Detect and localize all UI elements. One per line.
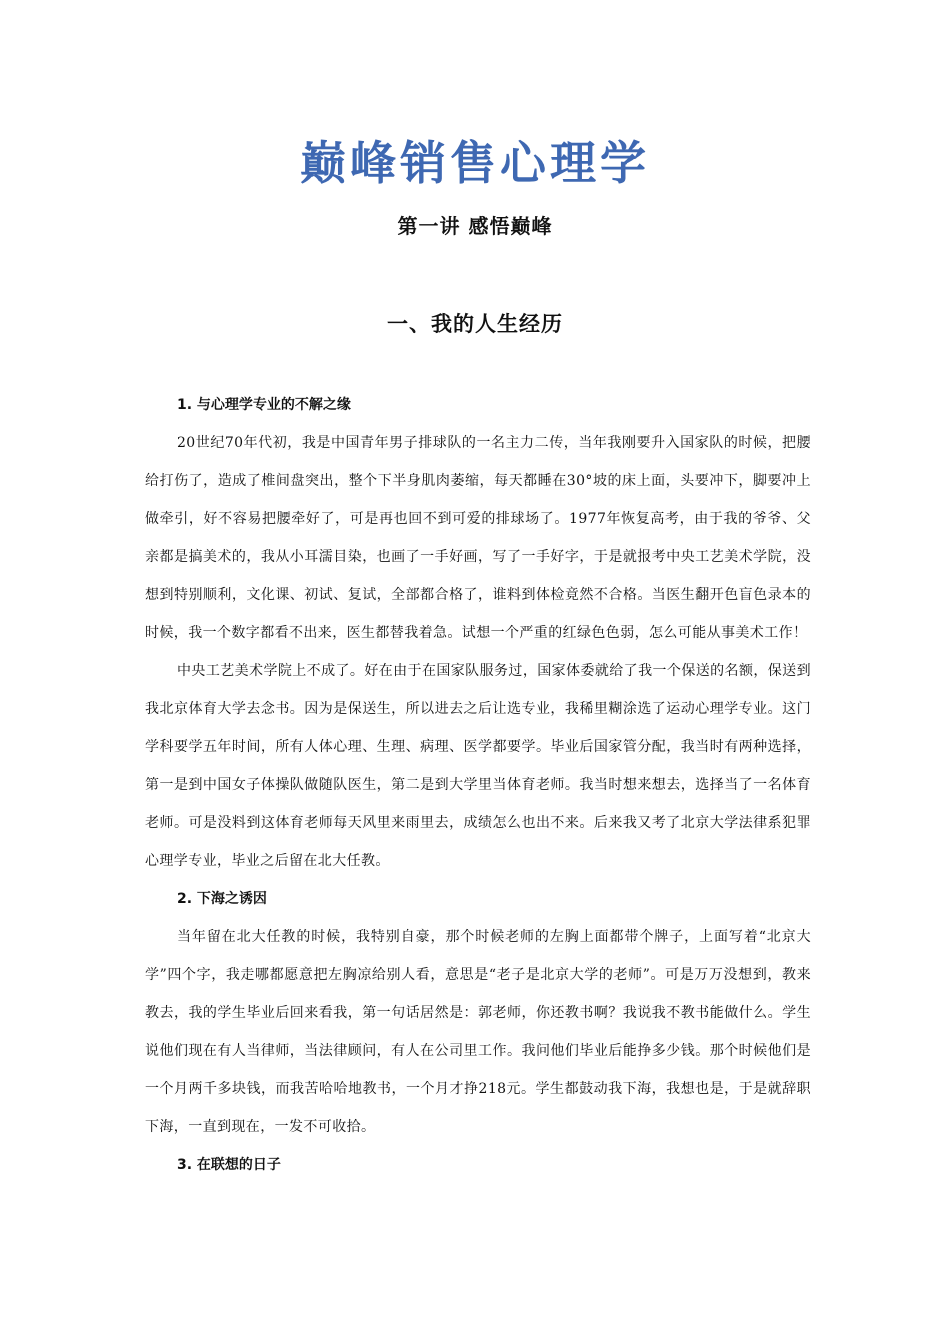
document-title: 巅峰销售心理学 [300, 136, 650, 190]
body-paragraph: 20世纪70年代初，我是中国青年男子排球队的一名主力二传，当年我刚要升入国家队的时候，把腰给打伤了，造成了椎间盘突出，整个下半身肌肉萎缩，每天都睡在30°坡的床上面，头要冲下，脚要冲上做牵引，好不容易把腰牵好了，可是再也回不到可爱的排球场了。1977年恢复高考，由于我的爷爷、父亲都是搞美术的，我从小耳濡目染，也画了一手好画，写了一手好字，于是就报考中央工艺美术学院，没想到特别顺利，文化课、初试、复试，全部都合格了，谁料到体检竟然不合格。当医生翻开色盲色录本的时候，我一个数字都看不出来，医生都替我着急。试想一个严重的红绿色色弱，怎么可能从事美术工作！ [145, 435, 811, 641]
body-paragraph: 中央工艺美术学院上不成了。好在由于在国家队服务过，国家体委就给了我一个保送的名额，保送到我北京体育大学去念书。因为是保送生，所以进去之后让选专业，我稀里糊涂选了运动心理学专业。这门学科要学五年时间，所有人体心理、生理、病理、医学都要学。毕业后国家管分配，我当时有两种选择，第一是到中国女子体操队做随队医生，第二是到大学里当体育老师。我当时想来想去，选择当了一名体育老师。可是没料到这体育老师每天风里来雨里去，成绩怎么也出不来。后来我又考了北京大学法律系犯罪心理学专业，毕业之后留在北大任教。 [145, 663, 811, 869]
lecture-title: 第一讲 感悟巅峰 [397, 214, 553, 238]
document-body [145, 386, 811, 1184]
subsection-heading: 2. 下海之诱因 [177, 891, 267, 907]
section-heading: 一、我的人生经历 [387, 312, 563, 336]
subsection-heading: 1. 与心理学专业的不解之缘 [177, 397, 351, 413]
subsection-heading: 3. 在联想的日子 [177, 1157, 281, 1173]
body-paragraph: 当年留在北大任教的时候，我特别自豪，那个时候老师的左胸上面都带个牌子，上面写着“北京大学”四个字，我走哪都愿意把左胸凉给别人看，意思是“老子是北京大学的老师”。可是万万没想到，教来教去，我的学生毕业后回来看我，第一句话居然是：郭老师，你还教书啊？我说我不教书能做什么。学生说他们现在有人当律师，当法律顾问，有人在公司里工作。我问他们毕业后能挣多少钱。那个时候他们是一个月两千多块钱，而我苦哈哈地教书，一个月才挣218元。学生都鼓动我下海，我想也是，于是就辞职下海，一直到现在，一发不可收拾。 [145, 929, 811, 1135]
